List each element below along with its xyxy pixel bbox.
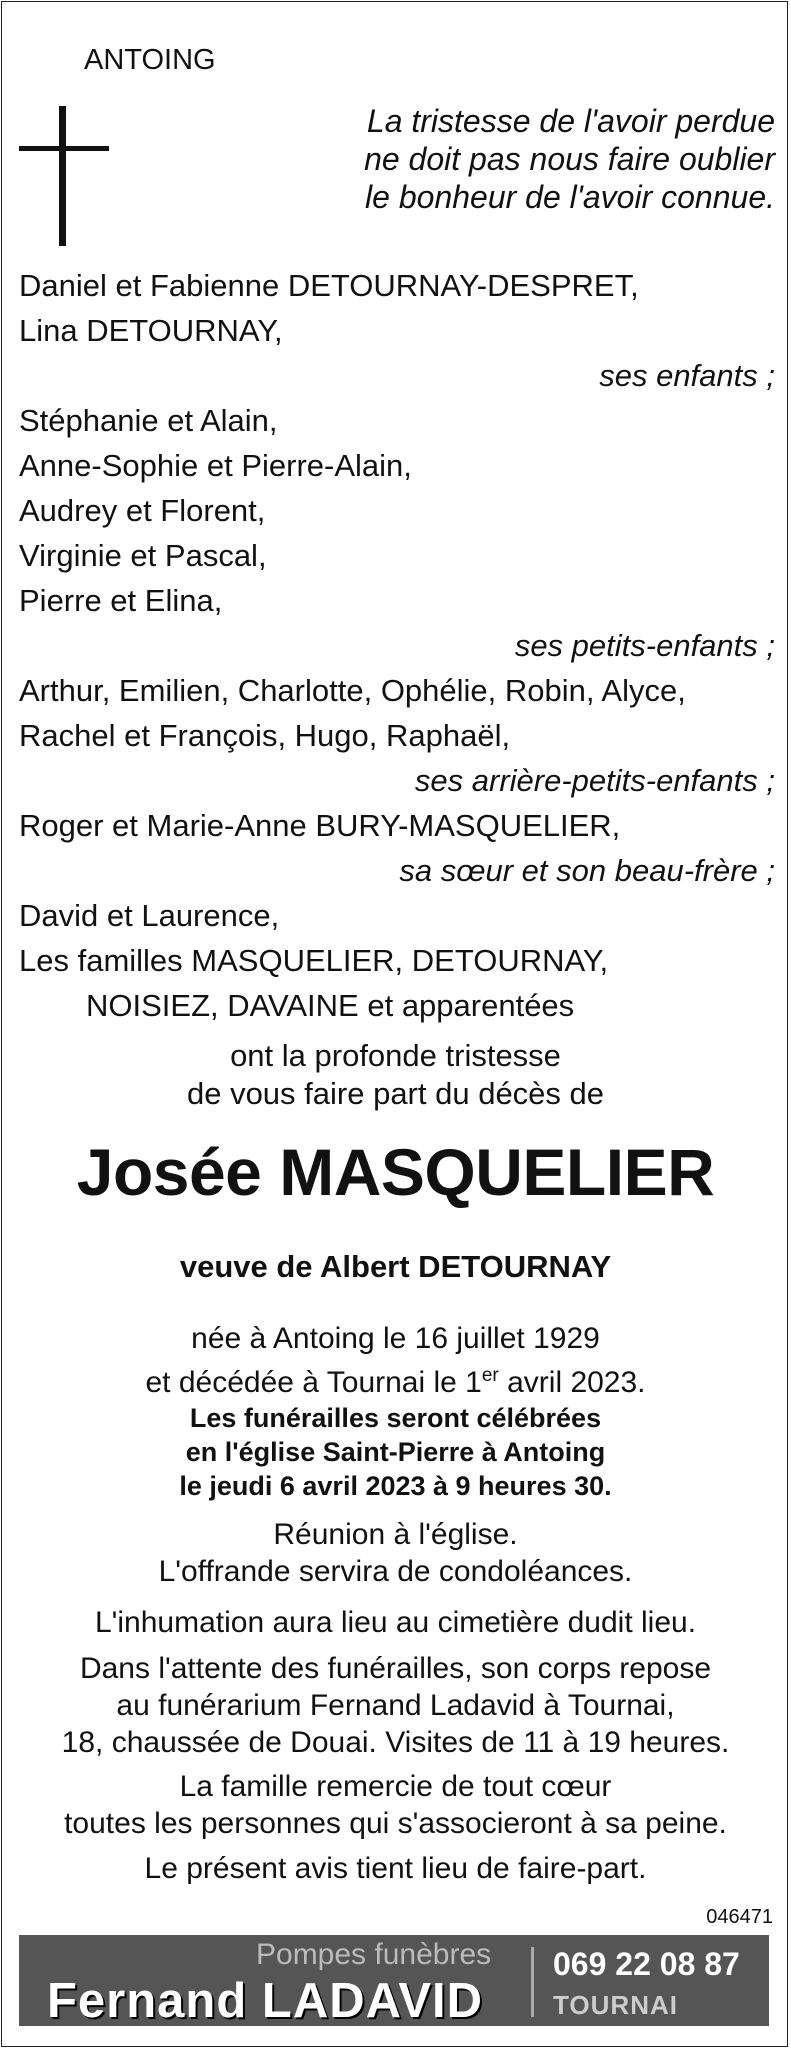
burial-info: L'inhumation aura lieu au cimetière dudit lieu. [94,1606,697,1639]
grandchild-name: Audrey et Florent, [19,493,266,528]
deceased-name: Josée MASQUELIER [76,1135,715,1209]
grandchild-name: Virginie et Pascal, [19,538,267,573]
sibling-names: Roger et Marie-Anne BURY-MASQUELIER, [19,808,621,843]
dates [0,1320,791,1401]
birth-line: née à Antoing le 16 juillet 1929 [191,1322,600,1355]
notice-line: Le présent avis tient lieu de faire-part. [144,1852,647,1885]
grandchild-name: Stéphanie et Alain, [19,403,278,438]
families: Les familles MASQUELIER, DETOURNAY, [19,943,609,978]
rest-line: 18, chaussée de Douai. Visites de 11 à 19 heures. [61,1726,730,1759]
offering-line: L'offrande servira de condoléances. [158,1555,633,1588]
banner-phone: 069 22 08 87 [553,1946,740,1982]
quote-line: ne doit pas nous faire oublier [364,141,775,177]
families: NOISIEZ, DAVAINE et apparentées [86,988,575,1023]
reference-number: 046471 [706,1906,773,1928]
rest-info [0,1650,791,1761]
banner-company: Fernand LADAVID [47,1974,484,2028]
grandchild-name: Anne-Sophie et Pierre-Alain, [19,448,412,483]
banner-label: Pompes funèbres [256,1938,492,1971]
announcement-line: ont la profonde tristesse [230,1038,561,1073]
thanks-line: toutes les personnes qui s'associeront à sa peine. [64,1807,727,1840]
meeting-info [0,1516,791,1590]
meeting-line: Réunion à l'église. [273,1518,518,1551]
other-relatives: David et Laurence, [19,898,280,933]
quote-line: le bonheur de l'avoir connue. [365,179,775,215]
relation-children: ses enfants ; [599,358,775,393]
great-grandchild-names: Rachel et François, Hugo, Raphaël, [19,718,511,753]
relation-grandchildren: ses petits-enfants ; [514,628,775,663]
funeral-line: le jeudi 6 avril 2023 à 9 heures 30. [179,1471,612,1501]
funeral-line: Les funérailles seront célébrées [189,1403,602,1433]
rest-line: au funérarium Fernand Ladavid à Tournai, [116,1689,675,1722]
banner-city: TOURNAI [553,1990,678,2020]
funeral-details [0,1401,791,1503]
funeral-line: en l'église Saint-Pierre à Antoing [185,1437,606,1467]
quote-line: La tristesse de l'avoir perdue [366,103,775,139]
rest-line: Dans l'attente des funérailles, son corps repose [79,1652,712,1685]
funeral-home-banner [19,1935,769,2026]
children-name: Lina DETOURNAY, [19,313,283,348]
announcement [0,1037,791,1113]
children-name: Daniel et Fabienne DETOURNAY-DESPRET, [19,268,639,303]
banner-divider [531,1947,534,2017]
locality: ANTOING [84,44,216,76]
thanks [0,1768,791,1842]
announcement-line: de vous faire part du décès de [186,1076,605,1111]
quote [175,102,775,216]
widow-of: veuve de Albert DETOURNAY [179,1249,612,1284]
grandchild-name: Pierre et Elina, [19,583,223,618]
death-line: et décédée à Tournai le 1er avril 2023. [145,1365,646,1399]
relation-great-grandchildren: ses arrière-petits-enfants ; [414,763,775,798]
relation-siblings: sa sœur et son beau-frère ; [399,853,775,888]
great-grandchild-names: Arthur, Emilien, Charlotte, Ophélie, Robin, Alyce, [19,673,686,708]
thanks-line: La famille remercie de tout cœur [179,1770,612,1803]
